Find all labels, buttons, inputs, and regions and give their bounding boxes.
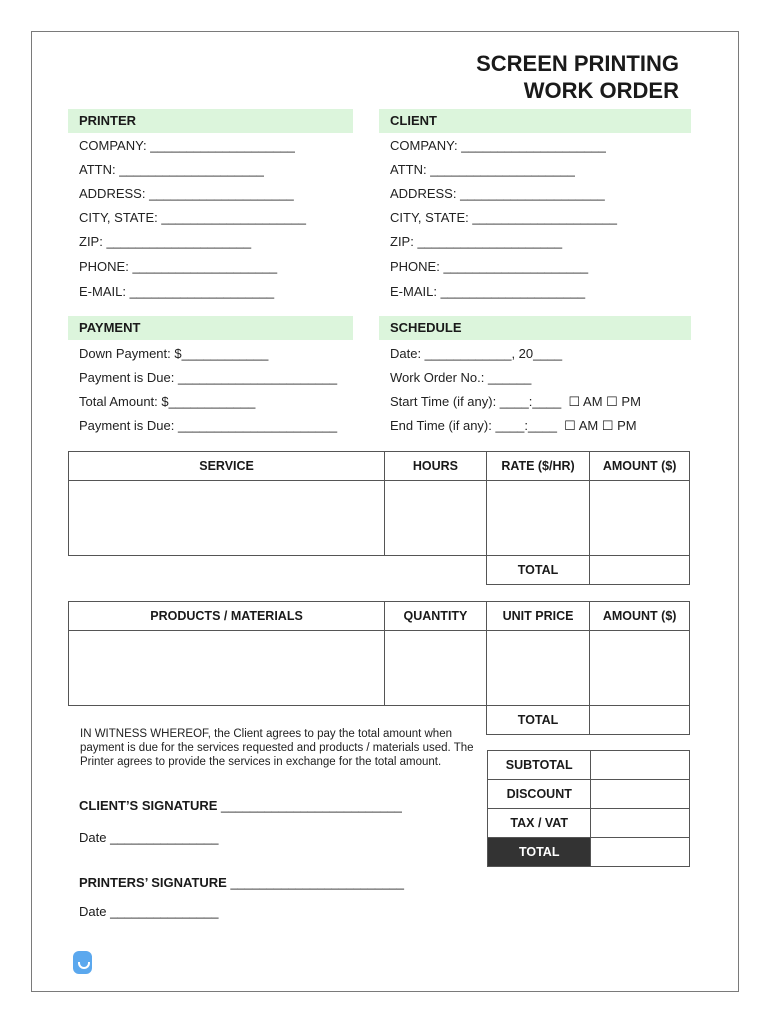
client-company-field[interactable]: COMPANY: ____________________ — [390, 138, 606, 153]
table-row — [69, 631, 690, 706]
client-signature-blank: _________________________ — [217, 798, 402, 813]
tax-label: TAX / VAT — [488, 809, 591, 838]
products-total-value[interactable] — [590, 706, 690, 735]
products-table — [68, 601, 690, 735]
service-table — [68, 451, 690, 585]
printer-company-field[interactable]: COMPANY: ____________________ — [79, 138, 295, 153]
rate-column-header: RATE ($/HR) — [486, 452, 590, 481]
subtotal-value[interactable] — [591, 751, 690, 780]
service-cell[interactable] — [69, 481, 385, 556]
printer-phone-field[interactable]: PHONE: ____________________ — [79, 259, 278, 274]
client-email-field[interactable]: E-MAIL: ____________________ — [390, 284, 586, 299]
witness-text: IN WITNESS WHEREOF, the Client agrees to pay the total amount when payment is due for the services requested and products / materials used. The Printer agrees to provide the services in exchange for the total amount. — [80, 728, 474, 768]
product-amount-cell[interactable] — [590, 631, 690, 706]
unit-price-column-header: UNIT PRICE — [486, 602, 590, 631]
discount-value[interactable] — [591, 780, 690, 809]
title-line-2: WORK ORDER — [523, 78, 679, 103]
hours-cell[interactable] — [385, 481, 487, 556]
client-date-field[interactable]: Date _______________ — [79, 830, 219, 845]
grand-total-value[interactable] — [591, 838, 690, 867]
products-amount-column-header: AMOUNT ($) — [590, 602, 690, 631]
subtotal-label: SUBTOTAL — [488, 751, 591, 780]
hours-column-header: HOURS — [385, 452, 487, 481]
payment-due-field-2[interactable]: Payment is Due: ______________________ — [79, 418, 338, 433]
unit-price-cell[interactable] — [486, 631, 590, 706]
printer-city-state-field[interactable]: CITY, STATE: ____________________ — [79, 210, 306, 225]
table-row — [69, 481, 690, 556]
printer-date-field[interactable]: Date _______________ — [79, 904, 219, 919]
rate-cell[interactable] — [486, 481, 590, 556]
printer-signature-blank: ________________________ — [226, 875, 404, 890]
client-signature-label: CLIENT’S SIGNATURE — [79, 798, 218, 813]
client-city-state-field[interactable]: CITY, STATE: ____________________ — [390, 210, 617, 225]
service-column-header: SERVICE — [69, 452, 385, 481]
amount-column-header: AMOUNT ($) — [590, 452, 690, 481]
printer-signature-label: PRINTERS’ SIGNATURE — [79, 875, 227, 890]
printer-signature-line[interactable] — [79, 875, 404, 891]
discount-label: DISCOUNT — [488, 780, 591, 809]
client-address-field[interactable]: ADDRESS: ____________________ — [390, 186, 605, 201]
amount-cell[interactable] — [590, 481, 690, 556]
client-zip-field[interactable]: ZIP: ____________________ — [390, 234, 563, 249]
client-signature-line[interactable] — [79, 798, 402, 814]
printer-zip-field[interactable]: ZIP: ____________________ — [79, 234, 252, 249]
printer-attn-field[interactable]: ATTN: ____________________ — [79, 162, 264, 177]
work-order-no-field[interactable]: Work Order No.: ______ — [390, 370, 532, 385]
end-time-field[interactable]: End Time (if any): ____:____ ☐ AM ☐ PM — [390, 418, 637, 433]
service-total-value[interactable] — [590, 556, 690, 585]
product-cell[interactable] — [69, 631, 385, 706]
brand-logo-icon — [73, 951, 92, 974]
printer-address-field[interactable]: ADDRESS: ____________________ — [79, 186, 294, 201]
client-attn-field[interactable]: ATTN: ____________________ — [390, 162, 575, 177]
start-time-field[interactable]: Start Time (if any): ____:____ ☐ AM ☐ PM — [390, 394, 641, 409]
total-amount-field[interactable]: Total Amount: $____________ — [79, 394, 256, 409]
printer-header: PRINTER — [68, 109, 353, 133]
payment-header: PAYMENT — [68, 316, 353, 340]
client-header: CLIENT — [379, 109, 691, 133]
printer-email-field[interactable]: E-MAIL: ____________________ — [79, 284, 275, 299]
products-total-label: TOTAL — [486, 706, 590, 735]
client-phone-field[interactable]: PHONE: ____________________ — [390, 259, 589, 274]
tax-value[interactable] — [591, 809, 690, 838]
down-payment-field[interactable]: Down Payment: $____________ — [79, 346, 269, 361]
grand-total-label: TOTAL — [488, 838, 591, 867]
service-total-label: TOTAL — [486, 556, 590, 585]
quantity-column-header: QUANTITY — [385, 602, 487, 631]
products-column-header: PRODUCTS / MATERIALS — [69, 602, 385, 631]
title-line-1: SCREEN PRINTING — [476, 51, 679, 76]
page-title — [476, 50, 679, 104]
quantity-cell[interactable] — [385, 631, 487, 706]
schedule-header: SCHEDULE — [379, 316, 691, 340]
payment-due-field-1[interactable]: Payment is Due: ______________________ — [79, 370, 338, 385]
summary-table — [487, 750, 690, 867]
schedule-date-field[interactable]: Date: ____________, 20____ — [390, 346, 563, 361]
